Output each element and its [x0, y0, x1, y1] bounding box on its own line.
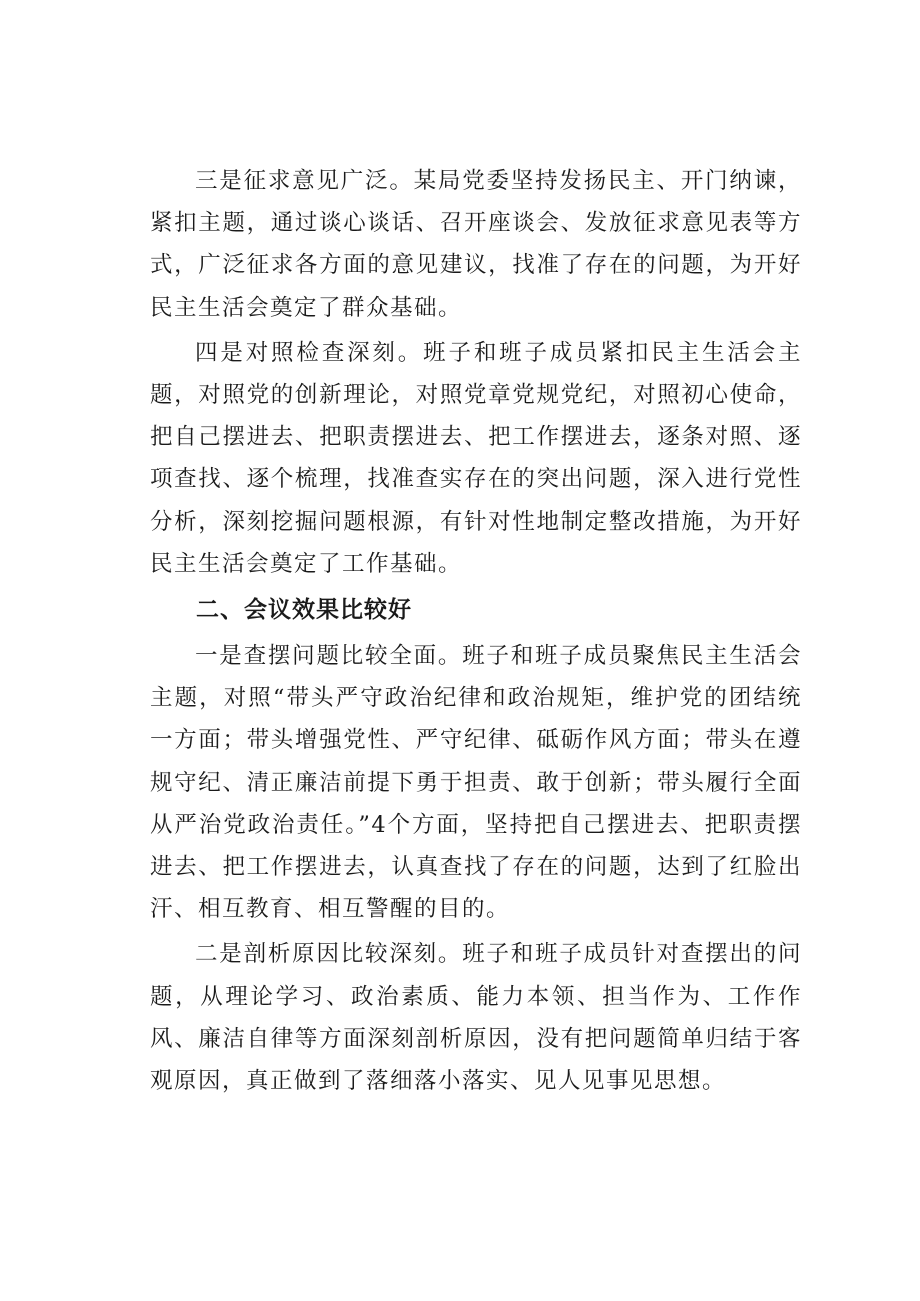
document-body [150, 160, 802, 1105]
paragraph-self-examination: 四是对照检查深刻。班子和班子成员紧扣民主生活会主题，对照党的创新理论，对照党章党规党纪，对照初心使命，把自己摆进去、把职责摆进去、把工作摆进去，逐条对照、逐项查找、逐个梳理，找准查实存在的突出问题，深入进行党性分析，深刻挖掘问题根源，有针对性地制定整改措施，为开好民主生活会奠定了工作基础。 [150, 339, 802, 577]
paragraph-cause-analysis: 二是剖析原因比较深刻。班子和班子成员针对查摆出的问题，从理论学习、政治素质、能力本领、担当作为、工作作风、廉洁自律等方面深刻剖析原因，没有把问题简单归结于客观原因，真正做到了落细落小落实、见人见事见思想。 [150, 941, 802, 1095]
paragraph-opinion-solicitation: 三是征求意见广泛。某局党委坚持发扬民主、开门纳谏，紧扣主题，通过谈心谈话、召开座谈会、发放征求意见表等方式，广泛征求各方面的意见建议，找准了存在的问题，为开好民主生活会奠定了群众基础。 [150, 168, 802, 321]
paragraph-problem-finding: 一是查摆问题比较全面。班子和班子成员聚焦民主生活会主题，对照“带头严守政治纪律和政治规矩，维护党的团结统一方面；带头增强党性、严守纪律、砥砺作风方面；带头在遵规守纪、清正廉洁前提下勇于担责、敢于创新；带头履行全面从严治党政治责任。”4个方面，坚持把自己摆进去、把职责摆进去、把工作摆进去，认真查找了存在的问题，达到了红脸出汗、相互教育、相互警醒的目的。 [150, 643, 802, 923]
section-heading: 二、会议效果比较好 [196, 597, 412, 624]
